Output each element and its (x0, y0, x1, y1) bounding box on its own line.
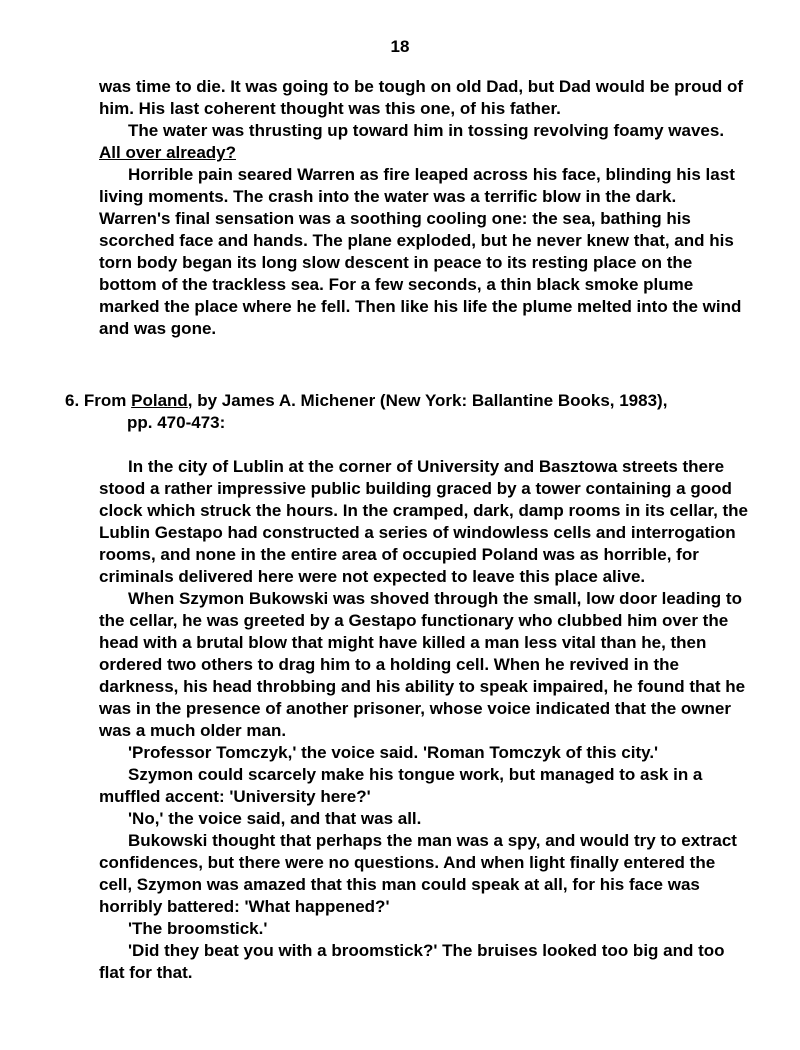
page-body (65, 76, 749, 984)
paragraph-waves (99, 120, 749, 164)
paragraph-dialogue: 'Professor Tomczyk,' the voice said. 'Roman Tomczyk of this city.' (128, 743, 659, 762)
section-heading-pages: pp. 470-473: (127, 413, 226, 432)
paragraph-waves-text: The water was thrusting up toward him in tossing revolving foamy waves. (128, 121, 725, 140)
section-heading-suffix: , by James A. Michener (New York: Ballantine Books, 1983), (187, 391, 668, 410)
paragraph-spy: Bukowski thought that perhaps the man was a spy, and would try to extract confidences, but there were no questions. And when light finally entered the cell, Szymon was amazed that this man could speak at all, for his face was horribly battered: 'What happened?' (99, 831, 737, 916)
paragraph-dialogue: 'No,' the voice said, and that was all. (128, 809, 422, 828)
underlined-phrase: All over already? (99, 143, 237, 162)
paragraph-bukowski: When Szymon Bukowski was shoved through the small, low door leading to the cellar, he was greeted by a Gestapo functionary who clubbed him over the head with a brutal blow that might have killed a man less vital than he, then ordered two others to drag him to a holding cell. When he revived in the darkness, his head throbbing and his ability to speak impaired, he found that he was in the presence of another prisoner, whose voice indicated that the owner was a much older man. (99, 589, 746, 740)
paragraph-continued: was time to die. It was going to be tough on old Dad, but Dad would be proud of him. His last coherent thought was this one, of his father. (99, 77, 744, 118)
paragraph-dialogue: 'The broomstick.' (128, 919, 268, 938)
section-spacer (99, 434, 749, 456)
paragraph-crash: Horrible pain seared Warren as fire leaped across his face, blinding his last living moments. The crash into the water was a terrific blow in the dark. Warren's final sensation was a soothing cooling one: the sea, bathing his scorched face and hands. The plane exploded, but he never knew that, and his torn body began its long slow descent in peace to its resting place on the bottom of the trackless sea. For a few seconds, a thin black smoke plume marked the place where he fell. Then like his life the plume melted into the wind and was gone. (99, 165, 742, 338)
paragraph-dialogue: 'Did they beat you with a broomstick?' The bruises looked too big and too flat for that. (99, 941, 725, 982)
paragraph-lublin: In the city of Lublin at the corner of University and Basztowa streets there stood a rather impressive public building graced by a tower containing a good clock which struck the hours. In the cramped, dark, damp rooms in its cellar, the Lublin Gestapo had constructed a series of windowless cells and interrogation rooms, and none in the entire area of occupied Poland was as horrible, for criminals delivered here were not expected to leave this place alive. (99, 457, 749, 586)
section-heading-citation (65, 390, 749, 412)
section-heading-prefix: 6. From (65, 391, 132, 410)
section-heading (65, 390, 749, 434)
paragraph-dialogue: Szymon could scarcely make his tongue work, but managed to ask in a muffled accent: 'University here?' (99, 765, 703, 806)
book-title: Poland (131, 391, 188, 410)
page-number: 18 (390, 37, 410, 56)
